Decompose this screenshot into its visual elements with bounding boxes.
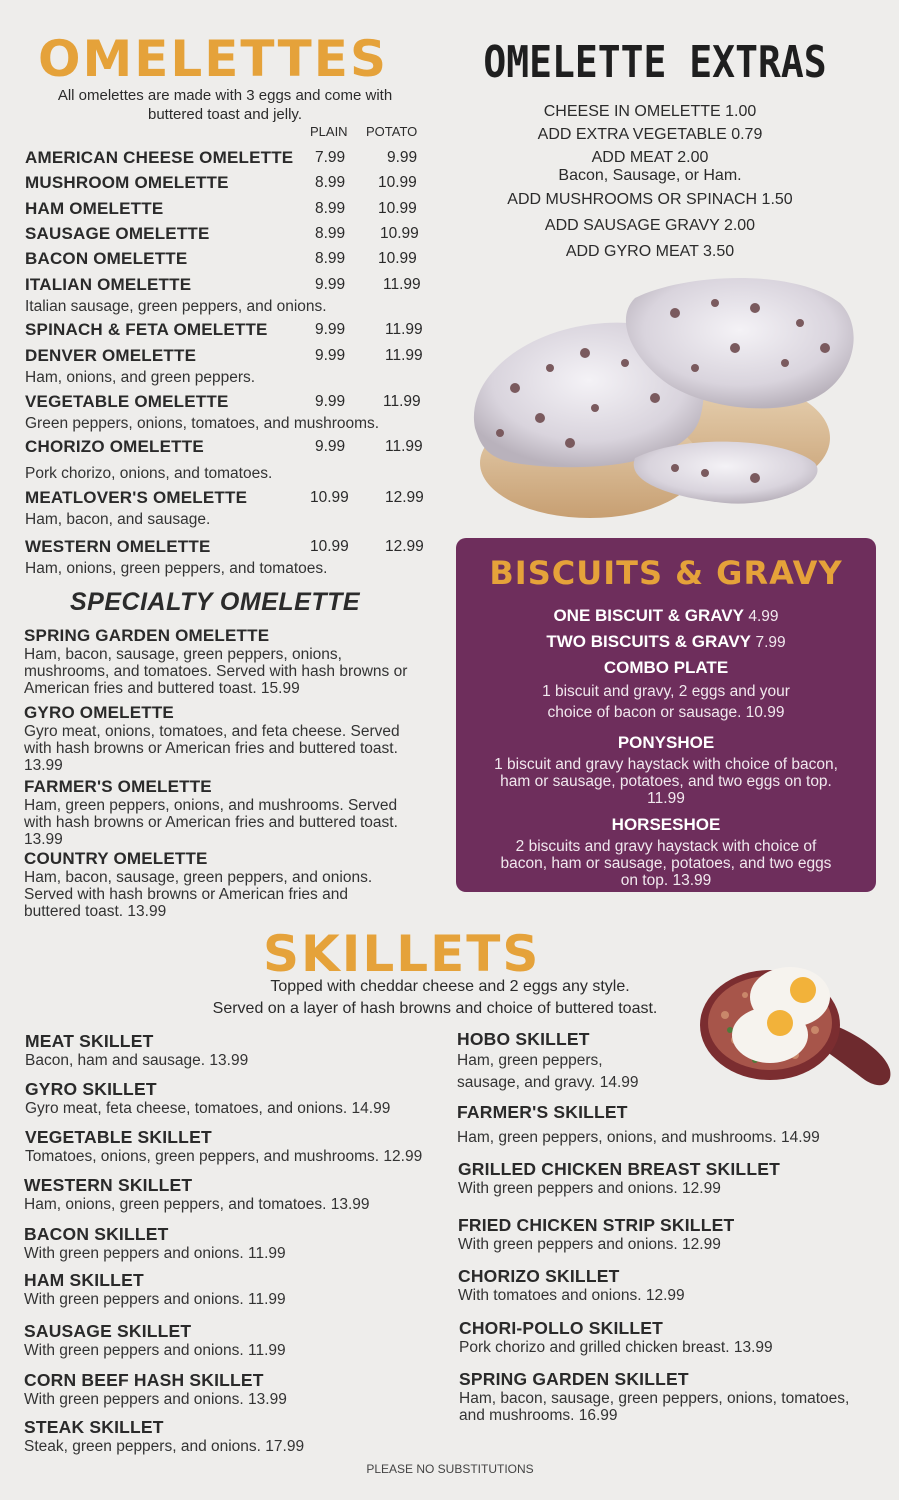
biscuits-title: BISCUITS & GRAVY <box>489 554 843 592</box>
item-desc: Bacon, ham and sausage. 13.99 <box>25 1052 249 1069</box>
skillet-photo <box>695 955 895 1095</box>
omelette-item <box>25 199 425 219</box>
item-desc: Gyro meat, onions, tomatoes, and feta cheese. Served with hash browns or American fries and buttered toast. 13.99 <box>24 723 400 774</box>
item-desc: With green peppers and onions. 11.99 <box>24 1245 286 1262</box>
skillet-item <box>459 1369 859 1424</box>
price-potato: 11.99 <box>383 393 421 410</box>
two-biscuit-line <box>456 632 876 652</box>
price-potato: 10.99 <box>378 250 417 267</box>
price-plain: 9.99 <box>315 321 346 338</box>
item-name: ITALIAN OMELETTE <box>25 275 192 294</box>
omelette-item <box>25 224 425 244</box>
item-desc: Ham, bacon, sausage, green peppers, and onions. Served with hash browns or American fries and buttered toast. 13.99 <box>24 869 373 920</box>
skillet-item <box>25 1079 390 1117</box>
col-plain-header: PLAIN <box>310 124 348 139</box>
item-desc: Tomatoes, onions, green peppers, and mushrooms. 12.99 <box>25 1148 423 1165</box>
horseshoe-desc: 2 biscuits and gravy haystack with choice of bacon, ham or sausage, potatoes, and two eggs on top. 13.99 <box>500 838 832 889</box>
skillet-item <box>25 1031 248 1069</box>
price-potato: 12.99 <box>385 538 424 555</box>
two-biscuit-price: 7.99 <box>755 634 786 651</box>
item-name: GRILLED CHICKEN BREAST SKILLET <box>458 1159 780 1179</box>
item-name: HAM SKILLET <box>24 1270 144 1290</box>
specialty-item <box>24 703 424 774</box>
item-name: DENVER OMELETTE <box>25 346 197 365</box>
one-biscuit-price: 4.99 <box>748 608 779 625</box>
item-desc: Ham, bacon, and sausage. <box>25 511 211 528</box>
price-potato: 11.99 <box>385 438 423 455</box>
item-name: SPINACH & FETA OMELETTE <box>25 320 268 339</box>
item-name: GYRO OMELETTE <box>24 703 174 722</box>
price-plain: 9.99 <box>315 347 346 364</box>
two-biscuit-label: TWO BISCUITS & GRAVY <box>546 632 751 651</box>
skillets-intro-line2: Served on a layer of hash browns and choice of buttered toast. <box>212 1000 658 1017</box>
item-name: CHORIZO OMELETTE <box>25 437 204 456</box>
extras-line: ADD SAUSAGE GRAVY 2.00 <box>544 217 756 234</box>
extras-line: ADD EXTRA VEGETABLE 0.79 <box>537 126 763 143</box>
specialty-item <box>24 849 424 920</box>
one-biscuit-label: ONE BISCUIT & GRAVY <box>553 606 744 625</box>
price-plain: 10.99 <box>310 538 349 555</box>
omelette-item <box>25 392 425 432</box>
omelette-item <box>25 488 425 528</box>
item-desc: Ham, onions, green peppers, and tomatoes. <box>25 560 328 577</box>
combo-title: COMBO PLATE <box>603 658 729 677</box>
item-name: HOBO SKILLET <box>457 1029 590 1049</box>
item-name: BACON OMELETTE <box>25 249 188 268</box>
item-desc: Ham, green peppers, onions, and mushrooms. 14.99 <box>457 1129 820 1146</box>
specialty-item <box>24 777 424 848</box>
item-name: CHORI-POLLO SKILLET <box>459 1318 664 1338</box>
omelette-item <box>25 275 425 315</box>
price-potato: 9.99 <box>387 149 418 166</box>
skillet-item <box>24 1270 286 1308</box>
item-name: MEATLOVER'S OMELETTE <box>25 488 248 507</box>
extras-list <box>460 100 840 265</box>
skillet-item <box>458 1215 734 1253</box>
item-name: CORN BEEF HASH SKILLET <box>24 1370 264 1390</box>
item-name: WESTERN SKILLET <box>24 1175 193 1195</box>
item-desc: Ham, onions, and green peppers. <box>25 369 256 386</box>
omelette-item <box>25 346 425 386</box>
price-plain: 10.99 <box>310 489 349 506</box>
specialty-title: SPECIALTY OMELETTE <box>70 588 361 616</box>
price-plain: 9.99 <box>315 276 346 293</box>
ponyshoe-title: PONYSHOE <box>617 733 715 752</box>
skillet-item <box>457 1029 657 1094</box>
biscuits-gravy-photo <box>455 268 875 528</box>
price-plain: 8.99 <box>315 250 346 267</box>
item-name: MEAT SKILLET <box>25 1031 154 1051</box>
item-name: COUNTRY OMELETTE <box>24 849 208 868</box>
skillets-intro-line1: Topped with cheddar cheese and 2 eggs any style. <box>270 978 630 995</box>
skillet-item <box>25 1127 422 1165</box>
item-desc: Italian sausage, green peppers, and onions. <box>25 298 327 315</box>
item-desc: Green peppers, onions, tomatoes, and mushrooms. <box>25 415 380 432</box>
item-name: VEGETABLE OMELETTE <box>25 392 229 411</box>
item-name: SAUSAGE SKILLET <box>24 1321 192 1341</box>
extras-line: ADD MUSHROOMS OR SPINACH 1.50 <box>507 191 793 208</box>
extras-title: OMELETTE EXTRAS <box>483 36 827 88</box>
ponyshoe-desc: 1 biscuit and gravy haystack with choice of bacon, ham or sausage, potatoes, and two eggs on top. 11.99 <box>494 756 838 807</box>
price-plain: 9.99 <box>315 438 346 455</box>
price-potato: 10.99 <box>378 200 417 217</box>
item-name: SAUSAGE OMELETTE <box>25 224 210 243</box>
skillet-item <box>459 1318 773 1356</box>
item-desc: With green peppers and onions. 12.99 <box>458 1236 721 1253</box>
item-desc: Pork chorizo, onions, and tomatoes. <box>25 465 273 482</box>
omelette-item <box>25 320 425 340</box>
skillet-item <box>24 1224 286 1262</box>
item-name: FRIED CHICKEN STRIP SKILLET <box>458 1215 735 1235</box>
extras-line: ADD MEAT 2.00 <box>591 149 709 166</box>
horseshoe-title: HORSESHOE <box>611 815 721 834</box>
omelettes-intro: All omelettes are made with 3 eggs and come with buttered toast and jelly. <box>57 87 393 123</box>
item-desc: Gyro meat, feta cheese, tomatoes, and onions. 14.99 <box>25 1100 391 1117</box>
skillet-item <box>24 1321 286 1359</box>
skillets-title: SKILLETS <box>263 925 541 983</box>
item-name: STEAK SKILLET <box>24 1417 164 1437</box>
skillet-item <box>457 1102 820 1146</box>
omelette-item <box>25 148 425 168</box>
price-plain: 8.99 <box>315 174 346 191</box>
item-name: MUSHROOM OMELETTE <box>25 173 229 192</box>
specialty-item <box>24 626 424 697</box>
item-desc: Steak, green peppers, and onions. 17.99 <box>24 1438 305 1455</box>
omelette-item <box>25 249 425 269</box>
item-name: BACON SKILLET <box>24 1224 169 1244</box>
skillet-item <box>24 1175 370 1213</box>
price-plain: 9.99 <box>315 393 346 410</box>
price-potato: 12.99 <box>385 489 424 506</box>
footer-note: PLEASE NO SUBSTITUTIONS <box>366 1462 534 1476</box>
item-desc: With green peppers and onions. 12.99 <box>458 1180 721 1197</box>
price-potato: 11.99 <box>385 347 423 364</box>
omelette-item <box>25 537 425 577</box>
one-biscuit-line <box>456 606 876 626</box>
item-name: SPRING GARDEN OMELETTE <box>24 626 270 645</box>
price-potato: 11.99 <box>383 276 421 293</box>
item-name: AMERICAN CHEESE OMELETTE <box>25 148 294 167</box>
item-desc: With tomatoes and onions. 12.99 <box>458 1287 685 1304</box>
price-potato: 10.99 <box>378 174 417 191</box>
skillet-item <box>24 1417 304 1455</box>
skillet-item <box>458 1266 685 1304</box>
item-name: GYRO SKILLET <box>25 1079 157 1099</box>
extras-line: ADD GYRO MEAT 3.50 <box>565 243 735 260</box>
item-name: HAM OMELETTE <box>25 199 164 218</box>
skillet-item <box>458 1159 780 1197</box>
skillet-item <box>24 1370 287 1408</box>
omelettes-title: OMELETTES <box>38 30 388 88</box>
item-name: FARMER'S SKILLET <box>457 1102 628 1122</box>
item-name: FARMER'S OMELETTE <box>24 777 212 796</box>
biscuits-gravy-panel <box>456 538 876 892</box>
omelette-item <box>25 437 425 482</box>
item-name: WESTERN OMELETTE <box>25 537 211 556</box>
item-desc: Ham, onions, green peppers, and tomatoes. 13.99 <box>24 1196 370 1213</box>
item-desc: Ham, bacon, sausage, green peppers, onions, mushrooms, and tomatoes. Served with hash browns or American fries and buttered toast. 15.99 <box>24 646 408 697</box>
extras-line: CHEESE IN OMELETTE 1.00 <box>543 103 757 120</box>
price-plain: 7.99 <box>315 149 346 166</box>
item-desc: Ham, green peppers, onions, and mushrooms. Served with hash browns or American fries and buttered toast. 13.99 <box>24 797 398 848</box>
item-name: VEGETABLE SKILLET <box>25 1127 212 1147</box>
price-plain: 8.99 <box>315 225 346 242</box>
item-desc: Pork chorizo and grilled chicken breast. 13.99 <box>459 1339 773 1356</box>
price-potato: 10.99 <box>380 225 419 242</box>
extras-line: Bacon, Sausage, or Ham. <box>558 167 742 184</box>
item-desc: With green peppers and onions. 11.99 <box>24 1291 286 1308</box>
price-potato: 11.99 <box>385 321 423 338</box>
col-potato-header: POTATO <box>366 124 418 139</box>
item-desc: With green peppers and onions. 13.99 <box>24 1391 287 1408</box>
item-name: CHORIZO SKILLET <box>458 1266 620 1286</box>
item-desc: Ham, bacon, sausage, green peppers, onions, tomatoes, and mushrooms. 16.99 <box>459 1390 850 1424</box>
combo-desc: 1 biscuit and gravy, 2 eggs and your choice of bacon or sausage. 10.99 <box>542 683 790 721</box>
item-desc: With green peppers and onions. 11.99 <box>24 1342 286 1359</box>
item-name: SPRING GARDEN SKILLET <box>459 1369 689 1389</box>
item-desc: Ham, green peppers, sausage, and gravy. 14.99 <box>457 1052 639 1091</box>
omelette-item <box>25 173 425 193</box>
price-plain: 8.99 <box>315 200 346 217</box>
